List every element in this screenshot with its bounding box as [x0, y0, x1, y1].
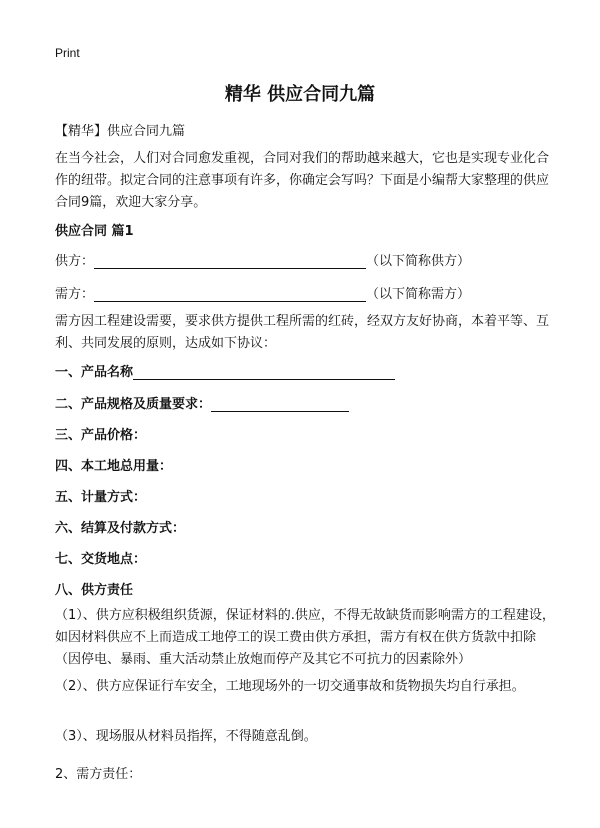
clause-1: （1）、供方应积极组织货源，保证材料的.供应，不得无故缺货而影响需方的工程建设，如因材料供应不上而造成工地停工的误工费由供方承担，需方有权在供方货款中扣除（因停电、暴雨、重大活动禁止放炮而停产及其它不可抗力的因素除外）: [55, 608, 555, 667]
item-total-usage: 四、本工地总用量：: [55, 459, 173, 474]
buyer-duty-heading: 2、需方责任：: [55, 767, 142, 782]
supplier-blank: [94, 254, 366, 269]
product-name-blank: [133, 365, 395, 380]
document-subtitle: 【精华】供应合同九篇: [55, 124, 186, 139]
clause-2: （2）、供方应保证行车安全，工地现场外的一切交通事故和货物损失均自行承担。: [55, 679, 525, 694]
print-label[interactable]: Print: [55, 46, 80, 60]
intro-paragraph: 在当今社会，人们对合同愈发重视，合同对我们的帮助越来越大，它也是实现专业化合作的纽带。拟定合同的注意事项有许多，你确定会写吗？下面是小编帮大家整理的供应合同9篇，欢迎大家分享。: [55, 151, 550, 210]
supplier-note: （以下简称供方）: [366, 254, 471, 269]
section-heading: 供应合同 篇1: [55, 224, 134, 239]
buyer-note: （以下简称需方）: [366, 287, 471, 302]
document-title: 精华 供应合同九篇: [224, 84, 376, 105]
agreement-paragraph: 需方因工程建设需要，要求供方提供工程所需的红砖，经双方友好协商，本着平等、互利、共同发展的原则，达成如下协议：: [55, 314, 550, 351]
buyer-blank: [94, 287, 366, 302]
item-payment: 六、结算及付款方式：: [55, 521, 186, 536]
buyer-label: 需方：: [55, 287, 95, 302]
clause-3: （3）、现场服从材料员指挥，不得随意乱倒。: [55, 729, 317, 744]
product-spec-blank: [211, 397, 349, 412]
supplier-label: 供方：: [55, 254, 95, 269]
item-delivery: 七、交货地点：: [55, 552, 147, 567]
item-product-spec: 二、产品规格及质量要求：: [55, 393, 349, 412]
item-supplier-duty: 八、供方责任: [55, 583, 134, 598]
item-product-name: 一、产品名称: [55, 361, 395, 380]
item-product-price: 三、产品价格：: [55, 428, 147, 443]
supplier-field: [55, 250, 470, 269]
item-measurement: 五、计量方式：: [55, 490, 147, 505]
buyer-field: [55, 283, 470, 302]
